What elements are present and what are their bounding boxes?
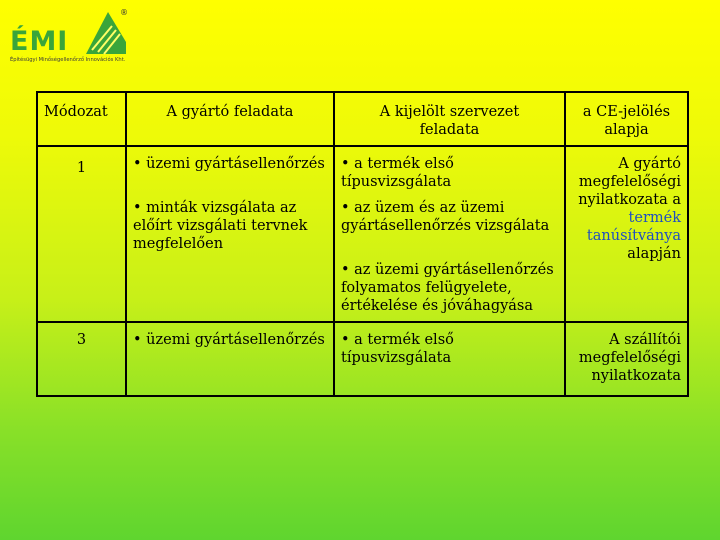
header-ce-basis: [565, 92, 688, 146]
header-notified-body: [334, 92, 565, 146]
body-task-2: • az üzem és az üzemi gyártásellenőrzés vizsgálata: [341, 200, 550, 234]
registered-mark: ®: [120, 8, 128, 17]
logo-letters: ÉMI: [10, 26, 69, 57]
maker-task-2: • minták vizsgálata az előírt vizsgálati tervnek megfelelően: [133, 200, 308, 252]
table-row: [37, 322, 688, 396]
mode-cell: 1: [37, 146, 126, 322]
header-notified-body-line2: feladata: [419, 122, 480, 138]
header-ce-basis-line1: a CE-jelölés: [582, 104, 671, 120]
body-task-1: • a termék első típusvizsgálata: [341, 156, 454, 190]
header-ce-basis-line2: alapja: [604, 122, 649, 138]
ce-basis-highlight: termék tanúsítványa: [586, 210, 681, 244]
maker-task-cell: • üzemi gyártásellenőrzés: [126, 322, 334, 396]
emi-logo: [8, 4, 132, 66]
header-mode: Módozat: [37, 92, 126, 146]
ce-marking-table: [36, 91, 689, 397]
mode-cell: 3: [37, 322, 126, 396]
maker-task-cell: [126, 146, 334, 322]
maker-task-1: • üzemi gyártásellenőrzés: [133, 156, 325, 172]
logo-caption: Építésügyi Minőségellenőrző Innovációs Kht.: [10, 57, 126, 63]
header-maker-task: A gyártó feladata: [126, 92, 334, 146]
table-row: [37, 146, 688, 322]
header-notified-body-line1: A kijelölt szervezet: [379, 104, 520, 120]
table-header-row: [37, 92, 688, 146]
ce-basis-part1: A gyártó megfelelőségi nyilatkozata a: [578, 156, 681, 208]
ce-basis-part2: alapján: [627, 246, 681, 262]
body-task-cell: [334, 146, 565, 322]
body-task-3: • az üzemi gyártásellenőrzés folyamatos felügyelete, értékelése és jóváhagyása: [341, 262, 554, 314]
body-task-cell: • a termék első típusvizsgálata: [334, 322, 565, 396]
ce-basis-cell: [565, 146, 688, 322]
ce-basis-cell: A szállítói megfelelőségi nyilatkozata: [565, 322, 688, 396]
